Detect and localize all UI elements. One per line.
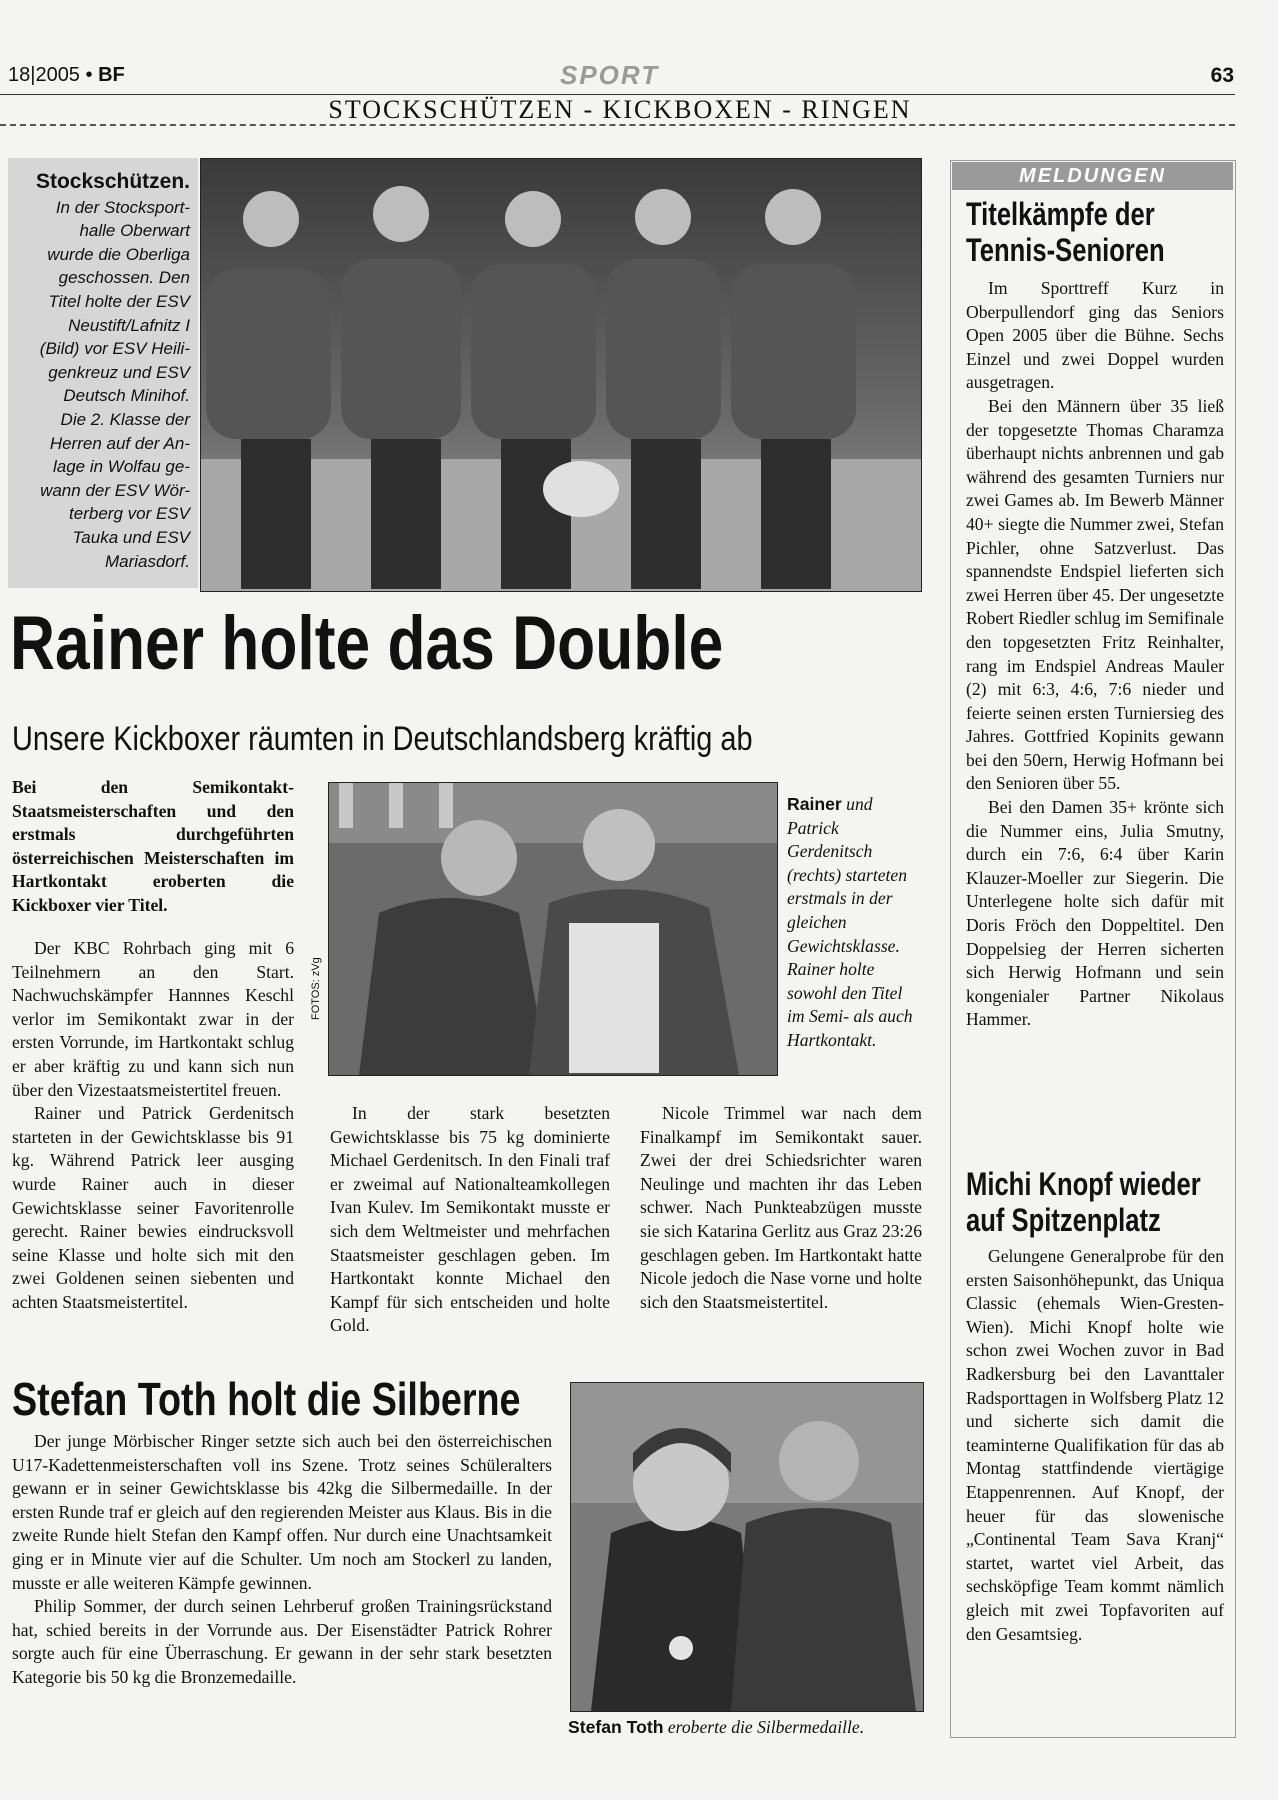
- main-column-1: [12, 937, 294, 1315]
- tennis-headline: [966, 196, 1165, 268]
- top-photo-caption: [14, 170, 190, 573]
- headline-line: Michi Knopf wieder: [966, 1166, 1201, 1202]
- paragraph: Nicole Trimmel war nach dem Finalkampf im Semikontakt sauer. Zwei der drei Schiedsrichter waren Neulinge und machten ihr das Leben schwer. Nach Punkteabzügen musste sie sich Katarina Gerlitz aus Graz 23:26 geschlagen geben. Im Hartkontakt hatte Nicole jedoch die Nase vorne und holte sich den Staatsmeistertitel.: [640, 1103, 922, 1312]
- kickboxers-caption: [787, 793, 917, 1053]
- tennis-body: [966, 277, 1224, 1032]
- caption-line: geschossen. Den: [58, 268, 190, 288]
- kickboxers-photo: [328, 782, 778, 1076]
- headline-line: Tennis-Senioren: [966, 232, 1165, 268]
- caption-text: eroberte die Silbermedaille.: [667, 1717, 865, 1737]
- main-headline: Rainer holte das Double: [10, 601, 724, 686]
- main-lead: Bei den Semikontakt-Staatsmeisterschaften und den erstmals durchgeführten österreichischen Meisterschaften im Hartkontakt eroberten die Kickboxer vier Titel.: [12, 777, 294, 915]
- issue-number: 18|2005 •: [8, 64, 93, 86]
- photo-credit: FOTOS: zVg: [310, 957, 322, 1020]
- caption-line: lage in Wolfau ge-: [52, 457, 190, 477]
- caption-line: Titel holte der ESV: [48, 291, 190, 311]
- caption-name: Rainer: [787, 794, 842, 814]
- dashed-rule: [0, 124, 1235, 126]
- main-subheadline: Unsere Kickboxer räumten in Deutschlandsberg kräftig ab: [12, 720, 753, 758]
- knopf-body: [966, 1245, 1224, 1646]
- main-column-3: [640, 1102, 922, 1314]
- caption-line: Deutsch Minihof.: [63, 386, 190, 406]
- caption-line: In der Stocksport-: [55, 197, 190, 217]
- caption-line: wann der ESV Wör-: [40, 480, 190, 500]
- caption-line: Herren auf der An-: [49, 433, 190, 453]
- paragraph: Der junge Mörbischer Ringer setzte sich auch bei den österreichischen U17-Kadettenmeisterschaften voll ins Szene. Trotz seines Schüleralters gewann er in seiner Gewichtsklasse bis 42kg die Silbermedaille. In der ersten Runde traf er gleich auf den regierenden Meister aus Klaus. Bis in die zweite Runde hielt Stefan den Kampf offen. Nur durch eine Unachtsamkeit ging er in Minute vier auf die Schulter. Um noch am Stockerl zu landen, musste er alle weiteren Kämpfe gewinnen.: [12, 1431, 552, 1593]
- caption-title: Stockschützen.: [35, 170, 190, 193]
- caption-name: Stefan Toth: [568, 1717, 664, 1737]
- page-number: 63: [1210, 64, 1234, 87]
- knopf-headline: [966, 1166, 1201, 1238]
- caption-text: und Patrick Gerdenitsch (rechts) starteten erstmals in der gleichen Gewichtsklasse. Rainer holte sowohl den Titel im Semi- als auch Hartkontakt.: [787, 794, 913, 1050]
- wrestler-caption: [568, 1717, 864, 1738]
- caption-line: Mariasdorf.: [104, 551, 190, 571]
- caption-line: terberg vor ESV: [69, 504, 190, 524]
- stefan-headline: Stefan Toth holt die Silberne: [12, 1373, 521, 1425]
- caption-line: (Bild) vor ESV Heili-: [39, 339, 190, 359]
- stefan-body: [12, 1430, 552, 1690]
- headline-line: auf Spitzenplatz: [966, 1202, 1161, 1238]
- paragraph: Im Sporttreff Kurz in Oberpullendorf ging das Seniors Open 2005 über die Bühne. Sechs Einzel und zwei Doppel wurden ausgetragen.: [966, 278, 1224, 393]
- caption-line: Tauka und ESV: [72, 527, 190, 547]
- headline-line: Titelkämpfe der: [966, 196, 1155, 232]
- paragraph: Gelungene Generalprobe für den ersten Saisonhöhepunkt, das Uniqua Classic (ehemals Wien-Gresten-Wien). Michi Knopf holte wie schon zwei Wochen zuvor in Bad Radkersburg bei den Lavanttaler Radsporttagen in Wolfsberg Platz 12 und sicherte sich damit die teaminterne Qualifikation für das ab Montag stattfindende viertägige Etappenrennen. Auf Knopf, der heuer für das slowenische „Continental Team Sava Kranj“ startet, wartet viel Arbeit, das sechsköpfige Team kommt nämlich gleich mit zwei Topfavoriten auf den Gesamtsieg.: [966, 1246, 1224, 1644]
- paragraph: In der stark besetzten Gewichtsklasse bis 75 kg dominierte Michael Gerdenitsch. In den Finali traf er zweimal auf Nationalteamkollegen Ivan Kulev. Im Semikontakt musste er sich dem Weltmeister und mehrfachen Staatsmeister geschlagen geben. Im Hartkontakt konnte Michael den Kampf für sich entscheiden und holte Gold.: [330, 1103, 610, 1336]
- caption-lines: [14, 196, 190, 574]
- team-photo: [200, 158, 922, 592]
- caption-line: Die 2. Klasse der: [60, 409, 190, 429]
- paragraph: Bei den Männern über 35 ließ der topgesetzte Thomas Charamza überhaupt nichts anbrennen und gab während des gesamten Turniers nur zwei Games ab. Im Bewerb Männer 40+ siegte die Nummer zwei, Stefan Pichler, ohne Satzverlust. Das spannendste Endspiel lieferten sich zwei Herren über 45. Der ungesetzte Robert Riedler schlug im Semifinale den topgesetzten Fritz Reinhalter, rang im Endspiel Andreas Mauler (2) mit 6:3, 4:6, 7:6 nieder und feierte seinen ersten Turniersieg des Jahres. Gottfried Kopinits gewann bei den 50ern, Herwig Hofmann bei den Senioren über 55.: [966, 395, 1224, 794]
- wrestler-photo: [570, 1382, 924, 1712]
- caption-line: halle Oberwart: [79, 221, 190, 241]
- paragraph: Der KBC Rohrbach ging mit 6 Teilnehmern an den Start. Nachwuchskämpfer Hannnes Keschl verlor im Semikontakt zwar in der ersten Vorrunde, im Hartkontakt schlug er aber kräftig zu und kann sich nun über den Vizestaatsmeistertitel freuen.: [12, 938, 294, 1100]
- topics-bar: STOCKSCHÜTZEN - KICKBOXEN - RINGEN: [328, 95, 912, 124]
- caption-line: Neustift/Lafnitz I: [68, 315, 190, 335]
- caption-line: wurde die Oberliga: [47, 244, 190, 264]
- sidebar-label: MELDUNGEN: [952, 162, 1233, 190]
- paragraph: Philip Sommer, der durch seinen Lehrberuf großen Trainingsrückstand hat, schied bereits in der Vorrunde aus. Der Eisenstädter Patrick Rohrer sorgte auch für eine Überraschung. Er gewann in der sehr stark besetzten Kategorie bis 50 kg die Bronzemedaille.: [12, 1596, 552, 1687]
- caption-line: genkreuz und ESV: [48, 362, 190, 382]
- paragraph: Rainer und Patrick Gerdenitsch starteten in der Gewichtsklasse bis 91 kg. Während Patrick leer ausging wurde Rainer auch in dieser Gewichtsklasse seiner Favoritenrolle gerecht. Rainer bewies eindrucksvoll seine Klasse und holte sich mit den zwei Goldenen seinen siebenten und achten Staatsmeistertitel.: [12, 1103, 294, 1312]
- paragraph: Bei den Damen 35+ krönte sich die Nummer eins, Julia Smutny, durch ein 7:6, 6:4 über Karin Klauzer-Moeller zur Siegerin. Die Unterlegene holte sich dafür mit Doris Fröch den Doppeltitel. Den Doppelsieg der Herren sicherten sich Herwig Hofmann und sein kongenialer Partner Nikolaus Hammer.: [966, 797, 1224, 1030]
- section-name: SPORT: [560, 60, 660, 90]
- brand-name: BF: [98, 64, 125, 86]
- main-column-2: [330, 1102, 610, 1338]
- issue-info: [8, 64, 125, 87]
